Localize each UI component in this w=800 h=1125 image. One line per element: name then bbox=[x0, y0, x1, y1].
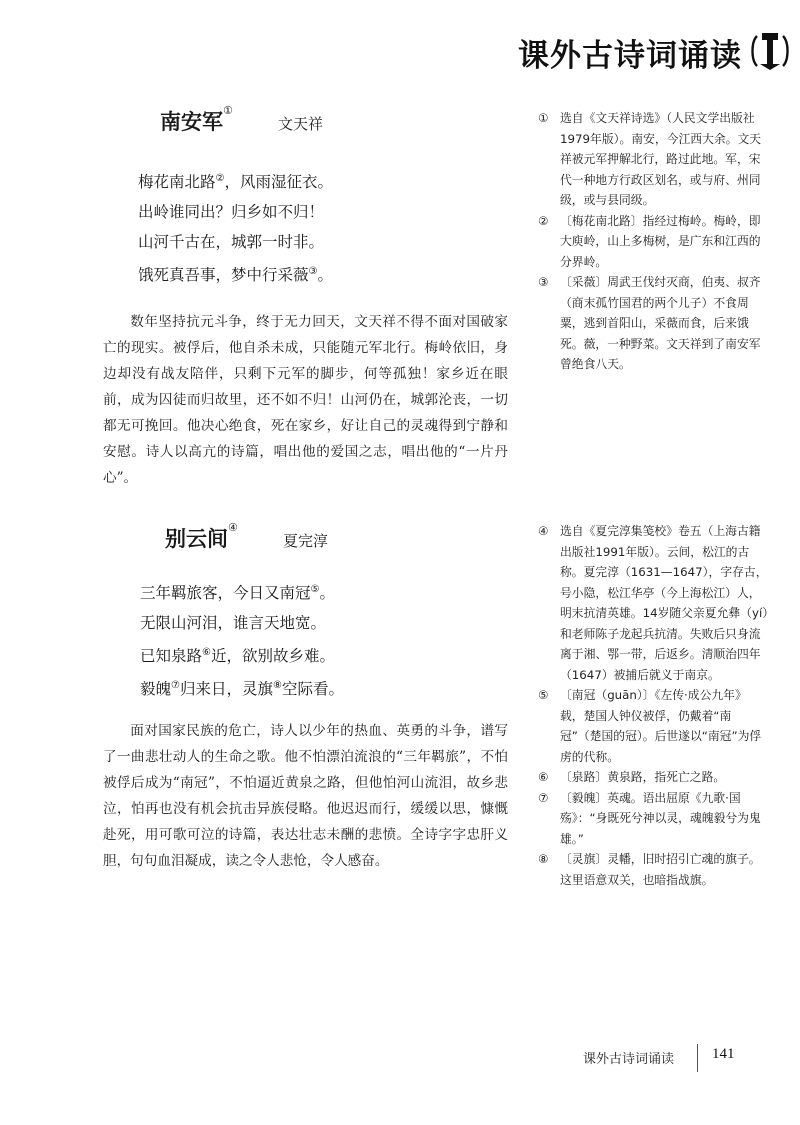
poem-2-body bbox=[140, 575, 344, 704]
footnote: ③ 〔采薇〕周武王伐纣灭商，伯夷、叔齐（商末孤竹国君的两个儿子）不食周粟，逃到首阳山，采薇而食，后来饿死。薇，一种野菜。文天祥到了南安军曾绝食八天。 bbox=[538, 275, 761, 371]
poem-2-commentary: 面对国家民族的危亡，诗人以少年的热血、英勇的斗争，谱写了一曲悲壮动人的生命之歌。他不怕漂泊流浪的“三年羁旅”，不怕被俘后成为“南冠”，不怕逼近黄泉之路，但他怕河山流泪，故乡悲泣，怕再也没有机会抗击异族侵略。他迟迟而行，缓缓以思，慷慨赴死，用可歌可泣的诗篇，表达壮志未酬的悲愤。全诗字字忠肝义胆，句句血泪凝成，读之令人悲怆，令人感奋。 bbox=[103, 723, 508, 869]
footnote: ④ 选自《夏完淳集笺校》卷五（上海古籍出版社1991年版）。云间，松江的古称。夏完淳（1631—1647），字存古，号小隐，松江华亭（今上海松江）人，明末抗清英雄。14岁随父亲夏允彝（yí）和老师陈子龙起兵抗清。失败后只身流离于湘、鄂一带，后返乡。清顺治四年（1647）被捕后就义于南京。 bbox=[538, 524, 769, 682]
notes-column-2 bbox=[538, 521, 770, 890]
page-number: 141 bbox=[712, 1046, 735, 1062]
section-title: 课外古诗词诵读 bbox=[518, 38, 742, 74]
footnote: ⑥ 〔泉路〕黄泉路，指死亡之路。 bbox=[538, 770, 726, 784]
poem-1-header bbox=[160, 106, 323, 136]
poem-line: 无限山河泪，谁言天地宽。 bbox=[140, 614, 327, 633]
poem-2-author: 夏完淳 bbox=[282, 532, 328, 550]
footer-section-label: 课外古诗词诵读 bbox=[583, 1052, 675, 1067]
poem-line: 已知泉路⑥近，欲别故乡难。 bbox=[140, 647, 335, 666]
poem-2-header bbox=[165, 523, 328, 553]
poem-line: 毅魄⑦归来日，灵旗⑧空际看。 bbox=[140, 680, 344, 699]
poem-1-title: 南安军① bbox=[160, 104, 233, 134]
poem-1-author: 文天祥 bbox=[277, 115, 323, 133]
footer-divider bbox=[697, 1044, 698, 1072]
section-logo-icon bbox=[748, 30, 792, 72]
poem-line: 三年羁旅客，今日又南冠⑤。 bbox=[140, 584, 335, 603]
poem-line: 饿死真吾事，梦中行采薇③。 bbox=[138, 266, 333, 285]
footnote: ⑧ 〔灵旗〕灵幡，旧时招引亡魂的旗子。这里语意双关，也暗指战旗。 bbox=[538, 852, 761, 887]
poem-line: 山河千古在，城郭一时非。 bbox=[138, 233, 325, 252]
footnote: ① 选自《文天祥诗选》（人民文学出版社1979年版）。南安，今江西大余。文天祥被元军押解北行，路过此地。军，宋代一种地方行政区划名，或与府、州同级，或与县同级。 bbox=[538, 111, 762, 207]
notes-column-1 bbox=[538, 108, 770, 375]
poem-line: 梅花南北路②，风雨湿征衣。 bbox=[138, 173, 333, 192]
poem-line: 出岭谁同出？归乡如不归！ bbox=[138, 203, 325, 222]
poem-1-body bbox=[138, 164, 333, 290]
poem-2-title: 别云间④ bbox=[165, 521, 238, 551]
footnote: ⑦ 〔毅魄〕英魂。语出屈原《九歌·国殇》：“身既死兮神以灵，魂魄毅兮为鬼雄。” bbox=[538, 790, 761, 846]
poem-1-commentary: 数年坚持抗元斗争，终于无力回天，文天祥不得不面对国破家亡的现实。被俘后，他自杀未成，只能随元军北行。梅岭依旧，身边却没有战友陪伴，只剩下元军的脚步，何等孤独！家乡近在眼前，成为囚徒而归故里，还不如不归！山河仍在，城郭沦丧，一切都无可挽回。他决心绝食，死在家乡，好让自己的灵魂得到宁静和安慰。诗人以高亢的诗篇，唱出他的爱国之志，唱出他的“一片丹心”。 bbox=[103, 314, 508, 486]
footnote: ② 〔梅花南北路〕指经过梅岭。梅岭，即大庾岭，山上多梅树，是广东和江西的分界岭。 bbox=[538, 213, 761, 269]
footnote: ⑤ 〔南冠（guān）〕《左传·成公九年》载，楚国人钟仪被俘，仍戴着“南冠”（楚国的冠）。后世遂以“南冠”为俘虏的代称。 bbox=[538, 688, 762, 764]
